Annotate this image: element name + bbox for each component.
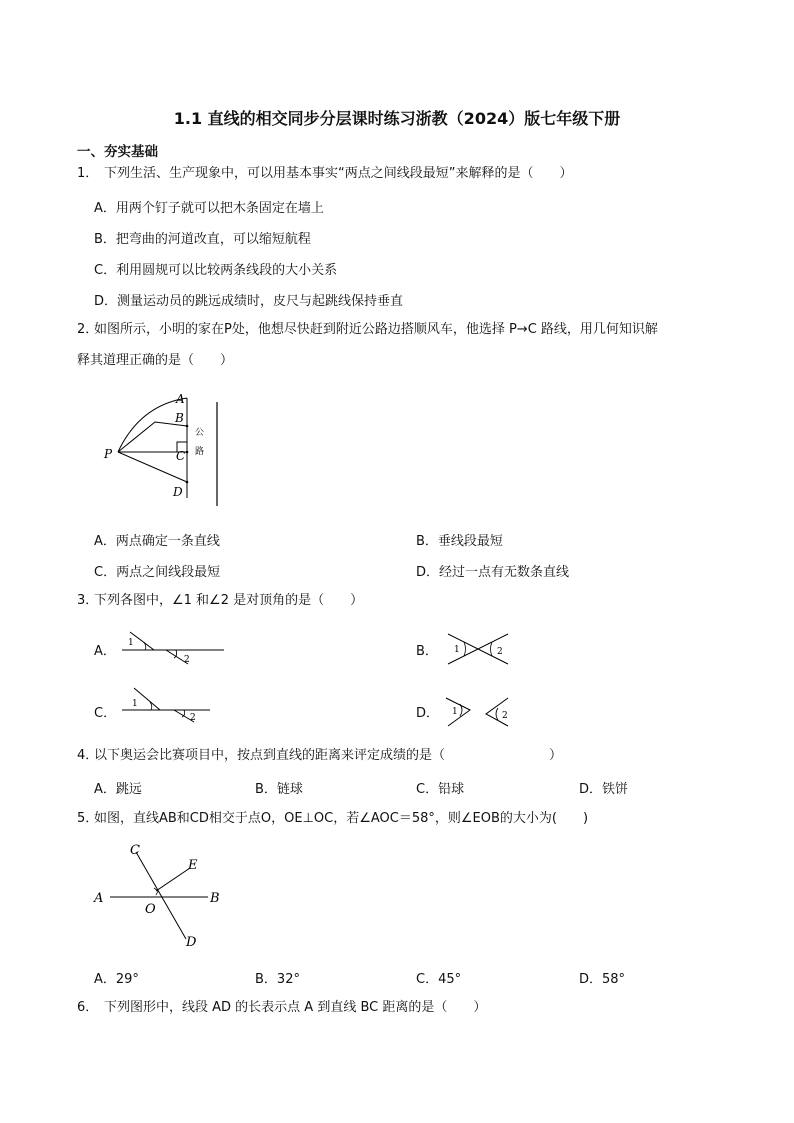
option-b: B．32°: [255, 972, 300, 987]
question-text: 如图，直线AB和CD相交于点O，OE⊥OC，若∠AOC＝58°，则∠EOB的大小为( ): [94, 811, 589, 826]
point-label-o: O: [145, 902, 156, 917]
option-b: B．垂线段最短: [416, 534, 503, 549]
angle-label-1: 1: [132, 699, 138, 709]
option-a: A．用两个钉子就可以把木条固定在墙上: [94, 201, 324, 216]
point-label-c: C: [130, 843, 140, 858]
point-label-p: P: [104, 447, 113, 461]
question-number: 1．: [77, 166, 99, 181]
point-label-d: D: [186, 935, 197, 950]
angle-figure-c: [118, 686, 218, 726]
point-label-d: D: [173, 485, 183, 499]
question-number: 4．: [77, 748, 99, 763]
option-c: C．: [94, 706, 117, 721]
question-text-line-2: 释其道理正确的是（ ）: [77, 353, 234, 368]
angle-label-2: 2: [184, 655, 190, 665]
point-label-a: A: [176, 392, 185, 406]
option-c: C．利用圆规可以比较两条线段的大小关系: [94, 263, 338, 278]
angle-label-2: 2: [502, 711, 508, 721]
angle-figure-d: [442, 692, 522, 732]
option-d: D．测量运动员的跳远成绩时，皮尺与起跳线保持垂直: [94, 294, 404, 309]
question-number: 6．: [77, 1000, 99, 1015]
angle-label-2: 2: [497, 647, 503, 657]
question-text: 下列图形中，线段 AD 的长表示点 A 到直线 BC 距离的是（ ）: [104, 1000, 487, 1015]
option-b: B．: [416, 644, 438, 659]
question-text: 下列生活、生产现象中，可以用基本事实“两点之间线段最短”来解释的是（ ）: [104, 166, 573, 181]
angle-label-1: 1: [454, 645, 460, 655]
intersecting-lines-figure: [90, 838, 230, 950]
angle-figure-b: [442, 630, 522, 670]
question-number: 2．: [77, 322, 99, 337]
point-label-a: A: [94, 891, 104, 906]
option-c: C．铅球: [416, 782, 465, 797]
question-text: 以下奥运会比赛项目中，按点到直线的距离来评定成绩的是（ ）: [94, 748, 563, 763]
point-label-b: B: [210, 891, 220, 906]
option-a: A．: [94, 644, 116, 659]
question-text: 下列各图中，∠1 和∠2 是对顶角的是（ ）: [94, 593, 364, 608]
option-d: D．铁饼: [579, 782, 629, 797]
point-label-b: B: [175, 411, 184, 425]
option-d: D．58°: [579, 972, 626, 987]
option-a: A．29°: [94, 972, 139, 987]
page-title: 1.1 直线的相交同步分层课时练习浙教（2024）版七年级下册: [173, 109, 621, 128]
angle-label-1: 1: [128, 638, 134, 648]
point-label-c: C: [176, 449, 186, 463]
point-label-e: E: [188, 858, 198, 873]
angle-label-1: 1: [452, 707, 458, 717]
section-heading: 一、夯实基础: [77, 144, 158, 160]
option-b: B．链球: [255, 782, 303, 797]
road-figure: [95, 390, 235, 510]
question-text-line-1: 如图所示，小明的家在P处，他想尽快赶到附近公路边搭顺风车，他选择 P→C 路线，用几何知识解: [94, 322, 658, 337]
option-d: D．: [416, 706, 440, 721]
option-a: A．两点确定一条直线: [94, 534, 220, 549]
option-c: C．两点之间线段最短: [94, 565, 221, 580]
road-label-2: 路: [195, 447, 205, 457]
option-c: C．45°: [416, 972, 462, 987]
option-a: A．跳远: [94, 782, 142, 797]
question-number: 5．: [77, 811, 99, 826]
angle-label-2: 2: [190, 713, 196, 723]
option-b: B．把弯曲的河道改直，可以缩短航程: [94, 232, 311, 247]
option-d: D．经过一点有无数条直线: [416, 565, 570, 580]
question-number: 3．: [77, 593, 99, 608]
angle-figure-a: [118, 628, 228, 668]
road-label-1: 公: [195, 428, 205, 438]
